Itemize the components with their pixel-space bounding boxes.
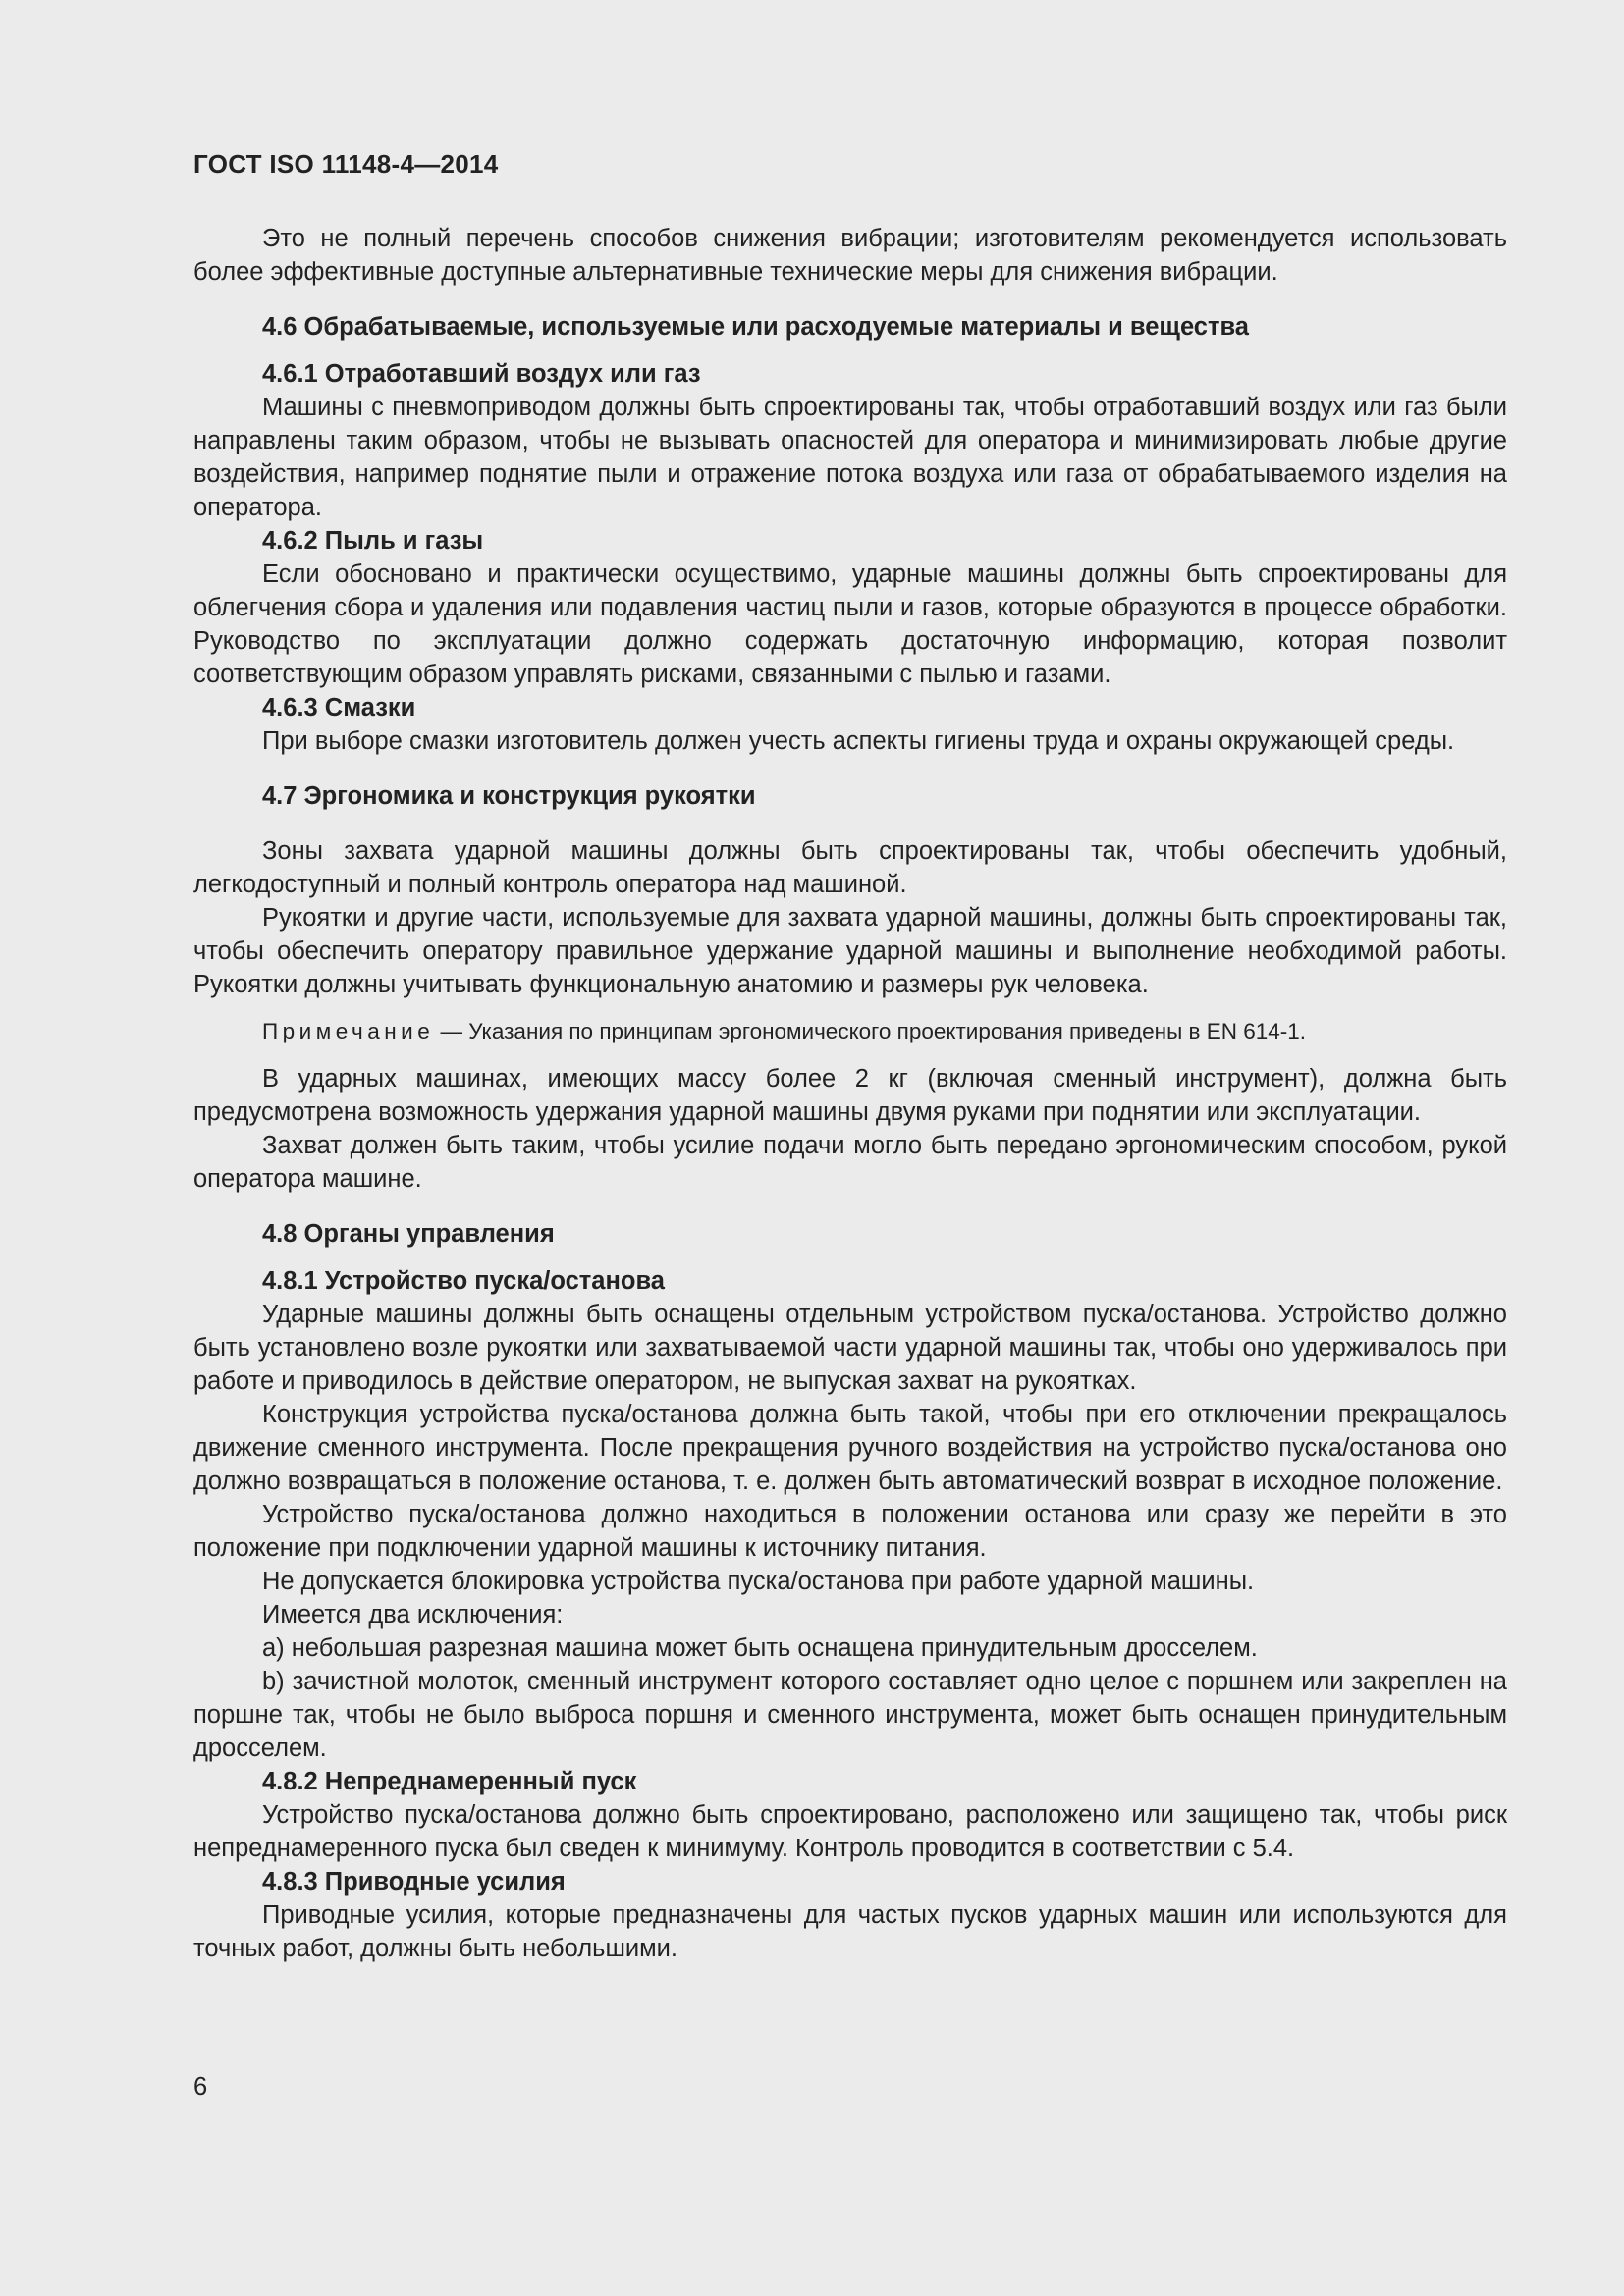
document-header: ГОСТ ISO 11148-4—2014 [193,149,499,179]
section-4-6-2-paragraph: Если обосновано и практически осуществимо, ударные машины должны быть спроектированы для облегчения сбора и удаления или подавления частиц пыли и газов, которые образуются в процессе обработки. Руководство по эксплуатации должно содержать достаточную информацию, которая позволит соответствующим образом управлять рисками, связанными с пылью и газами. [193,561,1507,688]
section-4-6-1-paragraph: Машины с пневмоприводом должны быть спроектированы так, чтобы отработавший воздух или газ были направлены таким образом, чтобы не вызывать опасностей для оператора и минимизировать любые другие воздействия, например поднятие пыли и отражение потока воздуха или газа от обрабатываемого изделия на оператора. [193,394,1507,521]
note-label: Примечание [262,1019,435,1043]
list-item-b: b) зачистной молоток, сменный инструмент которого составляет одно целое с поршнем или закреплен на поршне так, чтобы не было выброса поршня и сменного инструмента, может быть оснащен принудительным дросселем. [193,1668,1507,1762]
section-4-8-heading: 4.8 Органы управления [262,1220,555,1248]
section-4-7-paragraph-3: В ударных машинах, имеющих массу более 2 кг (включая сменный инструмент), должна быть предусмотрена возможность удержания ударной машины двумя руками при поднятии или эксплуатации. [193,1065,1507,1126]
document-page [193,0,1507,2296]
section-4-6-2-heading: 4.6.2 Пыль и газы [262,527,484,555]
document-body [193,222,1507,1965]
section-4-8-3-heading: 4.8.3 Приводные усилия [262,1868,566,1896]
section-4-8-1-paragraph-4: Не допускается блокировка устройства пуска/останова при работе ударной машины. [262,1568,1255,1595]
section-4-7-note [193,1015,1507,1048]
section-4-6-3-paragraph: При выборе смазки изготовитель должен учесть аспекты гигиены труда и охраны окружающей среды. [262,727,1455,755]
note-text: — Указания по принципам эргономического проектирования приведены в EN 614-1. [434,1019,1307,1043]
section-4-8-1-paragraph-1: Ударные машины должны быть оснащены отдельным устройством пуска/останова. Устройство должно быть установлено возле рукоятки или захватываемой части ударной машины так, чтобы оно удерживалось при работе и приводилось в действие оператором, не выпуская захват на рукоятках. [193,1301,1507,1395]
list-item-a: a) небольшая разрезная машина может быть оснащена принудительным дросселем. [262,1634,1258,1662]
section-4-6-1-heading: 4.6.1 Отработавший воздух или газ [262,360,701,388]
page-number: 6 [193,2073,208,2101]
section-4-8-2-paragraph: Устройство пуска/останова должно быть спроектировано, расположено или защищено так, чтобы риск непреднамеренного пуска был сведен к минимуму. Контроль проводится в соответствии с 5.4. [193,1801,1507,1862]
section-4-7-paragraph-1: Зоны захвата ударной машины должны быть спроектированы так, чтобы обеспечить удобный, легкодоступный и полный контроль оператора над машиной. [193,837,1507,898]
section-4-8-3-paragraph: Приводные усилия, которые предназначены для частых пусков ударных машин или используются для точных работ, должны быть небольшими. [193,1901,1507,1962]
section-4-8-1-paragraph-5: Имеется два исключения: [262,1601,564,1629]
section-4-6-3-heading: 4.6.3 Смазки [262,694,416,721]
section-4-8-1-heading: 4.8.1 Устройство пуска/останова [262,1267,665,1295]
intro-paragraph: Это не полный перечень способов снижения вибрации; изготовителям рекомендуется использовать более эффективные доступные альтернативные технические меры для снижения вибрации. [193,225,1507,286]
section-4-7-paragraph-2: Рукоятки и другие части, используемые для захвата ударной машины, должны быть спроектированы так, чтобы обеспечить оператору правильное удержание ударной машины и выполнение необходимой работы. Рукоятки должны учитывать функциональную анатомию и размеры рук человека. [193,904,1507,998]
section-4-6-heading: 4.6 Обрабатываемые, используемые или расходуемые материалы и вещества [262,313,1249,341]
section-4-8-1-paragraph-2: Конструкция устройства пуска/останова должна быть такой, чтобы при его отключении прекращалось движение сменного инструмента. После прекращения ручного воздействия на устройство пуска/останова оно должно возвращаться в положение останова, т. е. должен быть автоматический возврат в исходное положение. [193,1401,1507,1495]
section-4-8-1-paragraph-3: Устройство пуска/останова должно находиться в положении останова или сразу же перейти в это положение при подключении ударной машины к источнику питания. [193,1501,1507,1562]
section-4-7-paragraph-4: Захват должен быть таким, чтобы усилие подачи могло быть передано эргономическим способом, рукой оператора машине. [193,1132,1507,1193]
section-4-8-2-heading: 4.8.2 Непреднамеренный пуск [262,1768,637,1795]
section-4-7-heading: 4.7 Эргономика и конструкция рукоятки [262,782,756,810]
